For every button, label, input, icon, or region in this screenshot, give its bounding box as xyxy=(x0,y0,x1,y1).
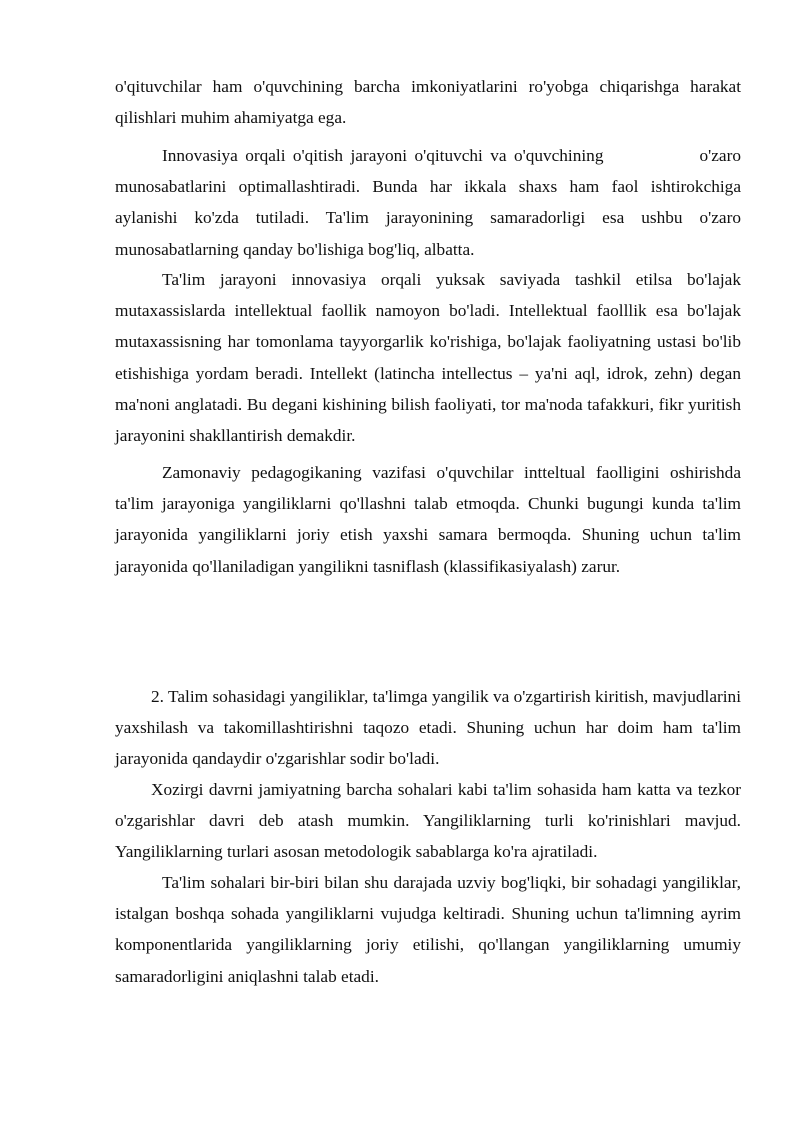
paragraph-current-era xyxy=(115,774,741,868)
paragraph-text: Ta'lim jarayoni innovasiya orqali yuksak saviyada tashkil etilsa bo'lajak mutaxassislarda intellektual faollik namoyon bo'ladi. Intellektual faolllik esa bo'lajak mutaxassisning har tomonlama tayyorgarlik ko'rishiga, bo'lajak faoliyatning ustasi bo'lib etishishiga yordam beradi. Intellekt (latincha intellectus – ya'ni aql, idrok, zehn) degan ma'noni anglatadi. Bu degani kishining bilish faoliyati, tor ma'noda tafakkuri, fikr yuritish jarayonini shakllantirish demakdir. xyxy=(115,270,741,446)
paragraph-text: Innovasiya orqali o'qitish jarayoni o'qituvchi va o'quvchining o'zaro munosabatlarini optimallashtiradi. Bunda har ikkala shaxs ham faol ishtirokchiga aylanishi ko'zda tutiladi. Ta'lim jarayonining samaradorligi esa ushbu o'zaro munosabatlarning qanday bo'lishiga bog'liq, albatta. xyxy=(115,146,741,259)
paragraph-text: 2. Talim sohasidagi yangiliklar, ta'limga yangilik va o'zgartirish kiritish, mavjudlarini yaxshilash va takomillashtirishni taqozo etadi. Shuning uchun har doim ham ta'lim jarayonida qandaydir o'zgarishlar sodir bo'ladi. xyxy=(115,687,741,769)
paragraph-text: o'qituvchilar ham o'quvchining barcha imkoniyatlarini ro'yobga chiqarishga harakat qilishlari muhim ahamiyatga ega. xyxy=(115,77,741,128)
paragraph-text: Xozirgi davrni jamiyatning barcha sohalari kabi ta'lim sohasida ham katta va tezkor o'zgarishlar davri deb atash mumkin. Yangiliklarning turli ko'rinishlari mavjud. Yangiliklarning turlari asosan metodologik sabablarga ko'ra ajratiladi. xyxy=(115,780,741,862)
paragraph-section-2 xyxy=(115,681,741,775)
paragraph-intellectual-activity xyxy=(115,264,741,451)
paragraph-text: Ta'lim sohalari bir-biri bilan shu darajada uzviy bog'liqki, bir sohadagi yangiliklar, istalgan boshqa sohada yangiliklarni vujudga keltiradi. Shuning uchun ta'limning ayrim komponentlarida yangiliklarning joriy etilishi, qo'llangan yangiliklarning umumiy samaradorligini aniqlashni talab etadi. xyxy=(115,873,741,986)
paragraph-education-fields xyxy=(115,867,741,992)
paragraph-text: Zamonaviy pedagogikaning vazifasi o'quvchilar intteltual faolligini oshirishda ta'lim jarayoniga yangiliklarni qo'llashni talab etmoqda. Chunki bugungi kunda ta'lim jarayonida yangiliklarni joriy etish yaxshi samara bermoqda. Shuning uchun ta'lim jarayonida qo'llaniladigan yangilikni tasniflash (klassifikasiyalash) zarur. xyxy=(115,463,741,576)
paragraph-modern-pedagogy xyxy=(115,457,741,582)
paragraph-continuation xyxy=(115,71,741,133)
paragraph-innovation-teaching xyxy=(115,140,741,265)
